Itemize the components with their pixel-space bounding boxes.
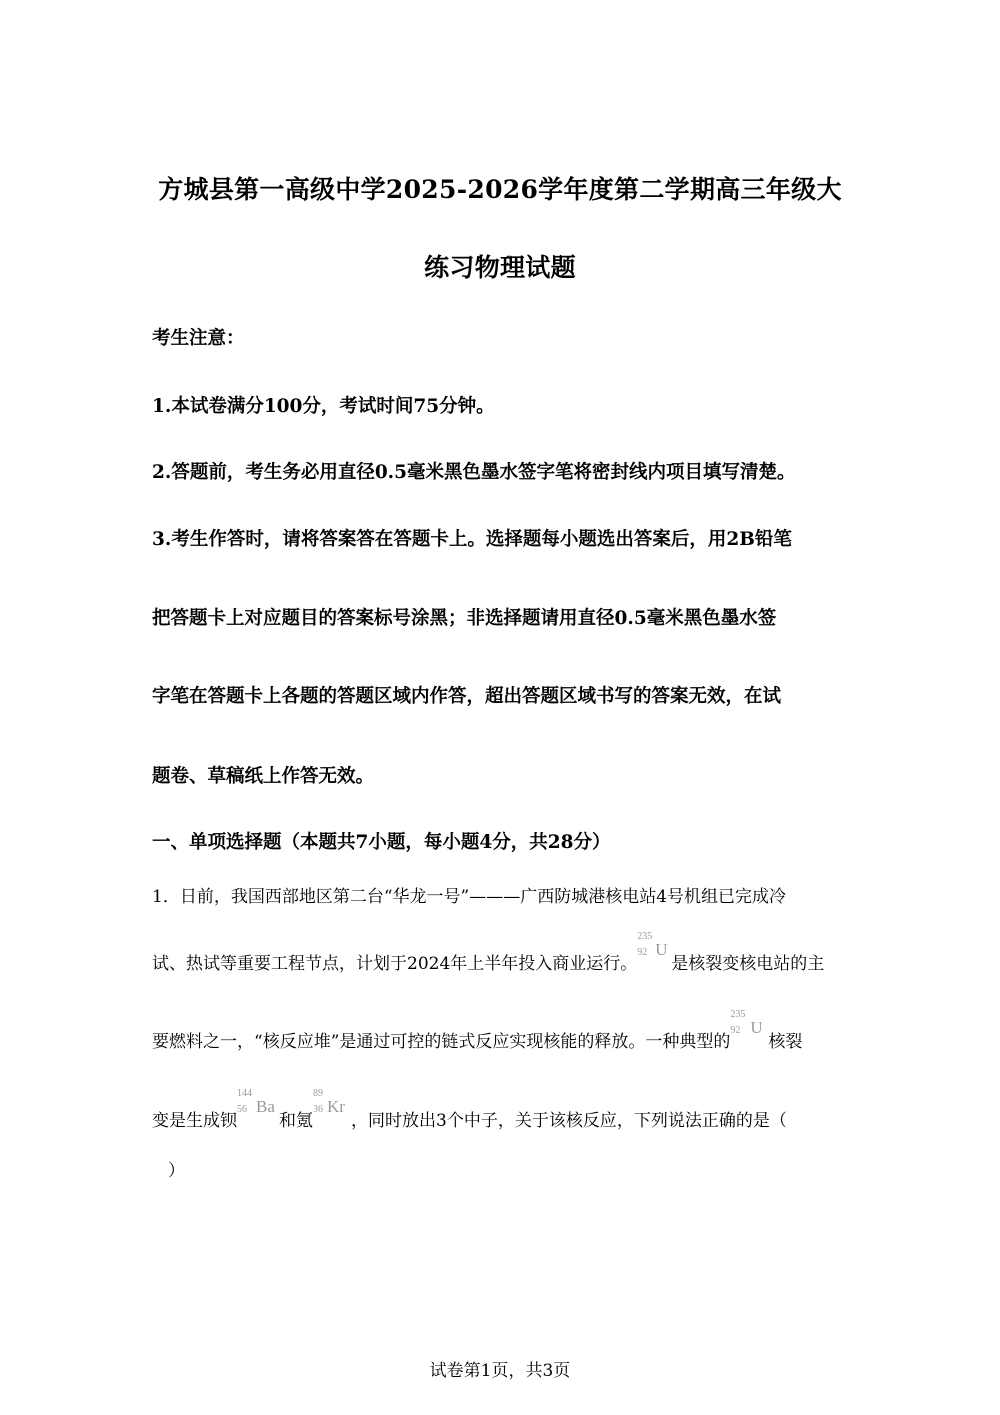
uranium-symbol: U <box>750 1018 763 1037</box>
uranium-symbol: U <box>655 940 668 959</box>
question-1-line-1: 1．日前，我国西部地区第二台“华龙一号”———广西防城港核电站4号机组已完成冷 <box>152 887 787 907</box>
uranium-mass-number: 235 <box>637 931 653 942</box>
section-1-heading: 一、单项选择题（本题共7小题，每小题4分，共28分） <box>152 832 611 853</box>
uranium-235-nuclide <box>637 931 671 974</box>
krypton-mass-number: 89 <box>313 1088 323 1099</box>
question-1-line-3 <box>152 1009 803 1052</box>
krypton-symbol: Kr <box>327 1097 345 1116</box>
barium-symbol: Ba <box>256 1097 275 1116</box>
notice-item-3-line-3: 字笔在答题卡上各题的答题区域内作答，超出答题区域书写的答案无效，在试 <box>152 686 782 707</box>
exam-title-line-1: 方城县第一高级中学2025-2026学年度第二学期高三年级大 <box>158 175 842 204</box>
krypton-atomic-number: 36 <box>313 1104 323 1115</box>
uranium-235-nuclide-second <box>730 1009 768 1052</box>
page-footer: 试卷第1页，共3页 <box>429 1361 571 1381</box>
notice-item-3-line-2: 把答题卡上对应题目的答案标号涂黑；非选择题请用直径0.5毫米黑色墨水签 <box>152 608 777 629</box>
question-1-line-2-text-before: 试、热试等重要工程节点，计划于2024年上半年投入商业运行。 <box>152 954 638 974</box>
krypton-89-nuclide <box>313 1088 351 1131</box>
barium-atomic-number: 56 <box>237 1104 247 1115</box>
notice-heading: 考生注意： <box>152 328 245 349</box>
notice-item-3-line-1: 3.考生作答时，请将答案答在答题卡上。选择题每小题选出答案后，用2B铅笔 <box>152 529 792 550</box>
question-1-line-4-text-middle: 和氪 <box>279 1111 313 1131</box>
question-1-line-4-text-before: 变是生成钡 <box>152 1111 237 1131</box>
uranium-atomic-number: 92 <box>730 1025 741 1036</box>
exam-title-line-2: 练习物理试题 <box>424 253 576 282</box>
barium-144-nuclide <box>237 1088 279 1131</box>
question-1-line-4 <box>152 1088 787 1131</box>
question-1-line-4-text-after: ，同时放出3个中子，关于该核反应，下列说法正确的是（ <box>351 1111 787 1131</box>
question-1-answer-paren: ） <box>168 1161 185 1181</box>
uranium-mass-number: 235 <box>730 1009 746 1020</box>
notice-item-2: 2.答题前，考生务必用直径0.5毫米黑色墨水签字笔将密封线内项目填写清楚。 <box>152 462 796 483</box>
question-1-line-2-text-after: 是核裂变核电站的主 <box>671 954 825 974</box>
question-1-line-3-text-after: 核裂 <box>768 1032 803 1052</box>
barium-mass-number: 144 <box>237 1088 252 1099</box>
question-1-line-2 <box>152 931 825 974</box>
question-1-line-3-text-before: 要燃料之一，“核反应堆”是通过可控的链式反应实现核能的释放。一种典型的 <box>152 1032 731 1052</box>
notice-item-3-line-4: 题卷、草稿纸上作答无效。 <box>152 766 375 787</box>
uranium-atomic-number: 92 <box>637 947 648 958</box>
notice-item-1: 1.本试卷满分100分，考试时间75分钟。 <box>152 396 495 417</box>
